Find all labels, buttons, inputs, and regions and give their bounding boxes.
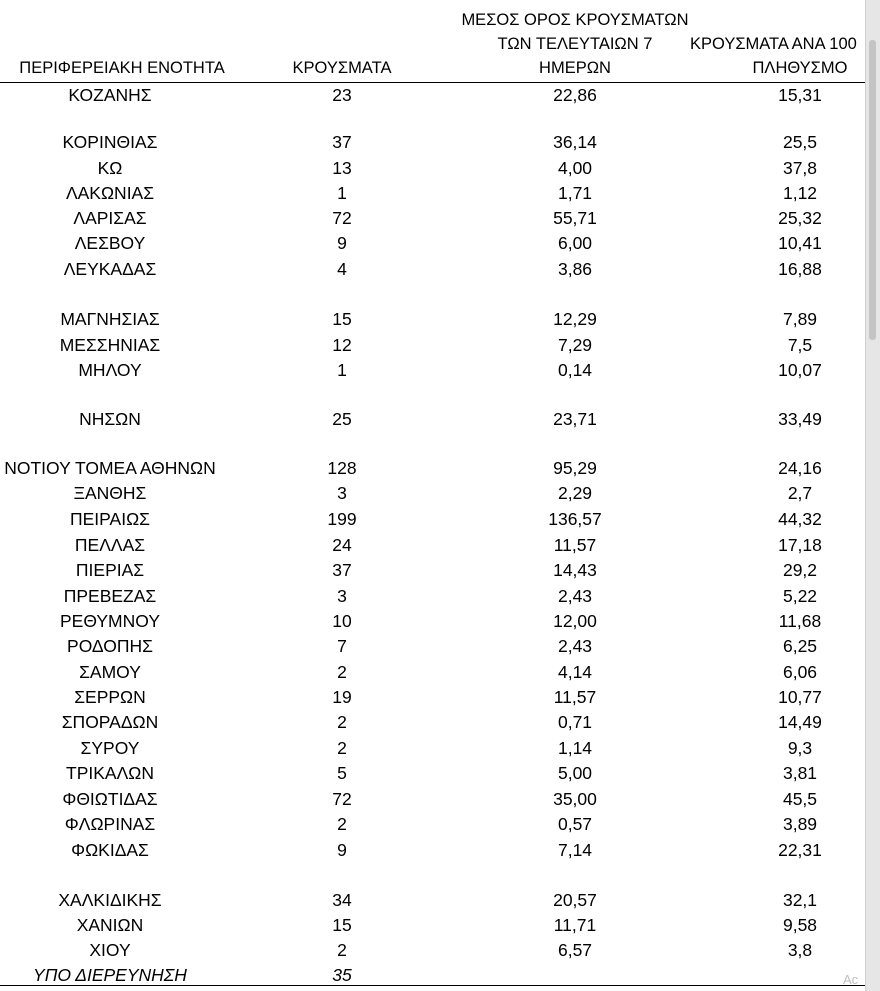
table-row	[0, 887, 866, 913]
cases-value: 15	[332, 915, 352, 935]
region-name: ΥΠΟ ΔΙΕΡΕΥΝΗΣΗ	[33, 965, 187, 985]
cases-per-population-value: 9,3	[787, 738, 813, 758]
cases-value: 128	[327, 458, 357, 478]
region-name: ΜΗΛΟΥ	[78, 360, 142, 380]
table-row	[0, 583, 866, 609]
cases-per-population-value: 10,41	[778, 233, 822, 253]
region-name: ΛΑΚΩΝΙΑΣ	[65, 183, 155, 203]
cases-per-population-value: 17,18	[778, 535, 822, 555]
bottom-divider	[0, 985, 866, 986]
seven-day-average-value: 11,57	[553, 687, 597, 707]
seven-day-average-value: 4,14	[557, 662, 593, 682]
cases-value: 72	[332, 789, 352, 809]
region-name: ΤΡΙΚΑΛΩΝ	[66, 763, 154, 783]
column-header-avg-line2: ΤΩΝ ΤΕΛΕΥΤΑΙΩΝ 7	[497, 35, 653, 53]
seven-day-average-value: 14,43	[553, 560, 597, 580]
seven-day-average-value: 23,71	[553, 409, 597, 429]
seven-day-average-value: 2,29	[557, 483, 593, 503]
cases-per-population-value: 45,5	[782, 789, 818, 809]
seven-day-average-value: 6,57	[557, 940, 593, 960]
cases-value: 10	[332, 611, 352, 631]
table-row	[0, 230, 866, 256]
table-row	[0, 837, 866, 863]
seven-day-average-value: 12,00	[553, 611, 597, 631]
column-header-avg-line3: ΗΜΕΡΩΝ	[539, 59, 611, 77]
cases-per-population-value: 7,5	[787, 335, 813, 355]
region-name: ΠΙΕΡΙΑΣ	[75, 560, 145, 580]
cases-value: 2	[337, 940, 347, 960]
region-name: ΧΙΟΥ	[89, 940, 131, 960]
region-name: ΣΕΡΡΩΝ	[74, 687, 146, 707]
region-name: ΧΑΝΙΩΝ	[76, 915, 144, 935]
region-name: ΞΑΝΘΗΣ	[73, 483, 147, 503]
column-header-avg-line1: ΜΕΣΟΣ ΟΡΟΣ ΚΡΟΥΣΜΑΤΩΝ	[461, 11, 689, 29]
seven-day-average-value: 5,00	[557, 763, 593, 783]
region-name: ΣΥΡΟΥ	[80, 738, 140, 758]
region-name: ΛΑΡΙΣΑΣ	[73, 208, 147, 228]
region-name: ΛΕΥΚΑΔΑΣ	[63, 259, 157, 279]
cases-per-population-value: 14,49	[778, 712, 822, 732]
seven-day-average-value: 2,43	[557, 636, 593, 656]
column-header-per-line2: ΠΛΗΘΥΣΜΟ	[752, 59, 848, 77]
cases-per-population-value: 9,58	[782, 915, 818, 935]
table-row	[0, 455, 866, 481]
table-row	[0, 684, 866, 710]
seven-day-average-value: 6,00	[557, 233, 593, 253]
cases-value: 3	[337, 483, 347, 503]
cases-value: 2	[337, 712, 347, 732]
cases-per-population-value: 3,89	[782, 814, 818, 834]
seven-day-average-value: 35,00	[553, 789, 597, 809]
table-row	[0, 709, 866, 735]
cases-value: 24	[332, 535, 352, 555]
region-name: ΚΟΡΙΝΘΙΑΣ	[62, 132, 158, 152]
cases-per-population-value: 10,07	[778, 360, 822, 380]
table-row	[0, 406, 866, 432]
cases-value: 37	[332, 560, 352, 580]
table-row	[0, 205, 866, 231]
region-name: ΜΑΓΝΗΣΙΑΣ	[60, 309, 160, 329]
table-row	[0, 306, 866, 332]
scrollbar-thumb[interactable]	[869, 40, 876, 340]
cases-per-population-value: 29,2	[782, 560, 818, 580]
cases-value: 15	[332, 309, 352, 329]
cases-value: 1	[337, 360, 347, 380]
column-header-name: ΠΕΡΙΦΕΡΕΙΑΚΗ ΕΝΟΤΗΤΑ	[19, 59, 225, 77]
table-row	[0, 357, 866, 383]
region-name: ΦΘΙΩΤΙΔΑΣ	[62, 789, 158, 809]
cases-per-population-value: 10,77	[778, 687, 822, 707]
seven-day-average-value: 4,00	[557, 158, 593, 178]
seven-day-average-value: 0,14	[557, 360, 593, 380]
seven-day-average-value: 22,86	[553, 85, 597, 105]
cases-value: 9	[337, 840, 347, 860]
cases-value: 23	[332, 85, 352, 105]
cases-value: 25	[332, 409, 352, 429]
cases-per-population-value: 25,32	[778, 208, 822, 228]
seven-day-average-value: 1,71	[557, 183, 593, 203]
seven-day-average-value: 95,29	[553, 458, 597, 478]
seven-day-average-value: 7,14	[557, 840, 593, 860]
vertical-scrollbar[interactable]	[865, 0, 880, 991]
region-name: ΦΛΩΡΙΝΑΣ	[64, 814, 156, 834]
region-name: ΚΟΖΑΝΗΣ	[68, 85, 152, 105]
table-row	[0, 129, 866, 155]
region-name: ΚΩ	[97, 158, 123, 178]
region-name: ΠΡΕΒΕΖΑΣ	[63, 586, 157, 606]
cases-value: 7	[337, 636, 347, 656]
region-name: ΣΑΜΟΥ	[79, 662, 141, 682]
table-row	[0, 82, 866, 108]
column-header-per-line1: ΚΡΟΥΣΜΑΤΑ ΑΝΑ 100	[690, 35, 857, 53]
cases-per-population-value: 11,68	[778, 611, 822, 631]
cases-per-population-value: 3,81	[782, 763, 818, 783]
table-row	[0, 659, 866, 685]
table-row	[0, 633, 866, 659]
cases-value: 1	[337, 183, 347, 203]
region-name: ΠΕΛΛΑΣ	[74, 535, 146, 555]
seven-day-average-value: 11,71	[553, 915, 597, 935]
cases-per-population-value: 15,31	[778, 85, 822, 105]
table-row	[0, 256, 866, 282]
seven-day-average-value: 7,29	[557, 335, 593, 355]
table-row	[0, 180, 866, 206]
cases-per-population-value: 16,88	[778, 259, 822, 279]
region-name: ΦΩΚΙΔΑΣ	[71, 840, 149, 860]
cases-value: 4	[337, 259, 347, 279]
region-name: ΠΕΙΡΑΙΩΣ	[70, 509, 150, 529]
cases-value: 5	[337, 763, 347, 783]
table-row	[0, 506, 866, 532]
cases-per-population-value: 25,5	[782, 132, 818, 152]
table-row	[0, 937, 866, 963]
cases-value: 12	[332, 335, 352, 355]
cases-value: 72	[332, 208, 352, 228]
region-name: ΛΕΣΒΟΥ	[74, 233, 146, 253]
cases-value: 13	[332, 158, 352, 178]
cases-value: 9	[337, 233, 347, 253]
cases-per-population-value: 1,12	[782, 183, 818, 203]
table-row	[0, 760, 866, 786]
seven-day-average-value: 136,57	[548, 509, 602, 529]
table-row	[0, 912, 866, 938]
cases-per-population-value: 22,31	[778, 840, 822, 860]
region-name: ΣΠΟΡΑΔΩΝ	[61, 712, 159, 732]
cases-per-population-value: 5,22	[782, 586, 818, 606]
seven-day-average-value: 20,57	[553, 890, 597, 910]
cases-per-population-value: 33,49	[778, 409, 822, 429]
table-row	[0, 557, 866, 583]
seven-day-average-value: 12,29	[553, 309, 597, 329]
table-row	[0, 532, 866, 558]
cases-per-population-value: 37,8	[782, 158, 818, 178]
region-name: ΝΗΣΩΝ	[79, 409, 141, 429]
cases-value: 2	[337, 814, 347, 834]
table-row	[0, 608, 866, 634]
seven-day-average-value: 0,57	[557, 814, 593, 834]
cases-per-population-value: 3,8	[787, 940, 813, 960]
column-header-cases: ΚΡΟΥΣΜΑΤΑ	[292, 59, 392, 77]
table-row	[0, 332, 866, 358]
cases-value: 35	[332, 965, 352, 985]
cases-value: 19	[332, 687, 352, 707]
cases-per-population-value: 7,89	[782, 309, 818, 329]
table-row	[0, 811, 866, 837]
seven-day-average-value: 2,43	[557, 586, 593, 606]
seven-day-average-value: 3,86	[557, 259, 593, 279]
seven-day-average-value: 55,71	[553, 208, 597, 228]
table-row	[0, 155, 866, 181]
seven-day-average-value: 11,57	[553, 535, 597, 555]
table-row	[0, 480, 866, 506]
cases-per-population-value: 24,16	[778, 458, 822, 478]
cases-per-population-value: 44,32	[778, 509, 822, 529]
table-row	[0, 786, 866, 812]
cases-value: 37	[332, 132, 352, 152]
region-name: ΡΕΘΥΜΝΟΥ	[59, 611, 160, 631]
cases-per-population-value: 6,06	[782, 662, 818, 682]
cases-per-population-value: 32,1	[782, 890, 818, 910]
cases-value: 34	[332, 890, 352, 910]
region-name: ΧΑΛΚΙΔΙΚΗΣ	[58, 890, 162, 910]
seven-day-average-value: 36,14	[553, 132, 597, 152]
cases-per-population-value: 2,7	[787, 483, 813, 503]
table-row	[0, 735, 866, 761]
cases-value: 3	[337, 586, 347, 606]
cases-per-population-value: 6,25	[782, 636, 818, 656]
region-name: ΝΟΤΙΟΥ ΤΟΜΕΑ ΑΘΗΝΩΝ	[4, 458, 216, 478]
cases-value: 199	[327, 509, 357, 529]
watermark-text: Ac	[843, 972, 859, 987]
cases-value: 2	[337, 662, 347, 682]
region-name: ΡΟΔΟΠΗΣ	[67, 636, 153, 656]
seven-day-average-value: 0,71	[557, 712, 593, 732]
seven-day-average-value: 1,14	[557, 738, 593, 758]
region-name: ΜΕΣΣΗΝΙΑΣ	[59, 335, 161, 355]
cases-value: 2	[337, 738, 347, 758]
